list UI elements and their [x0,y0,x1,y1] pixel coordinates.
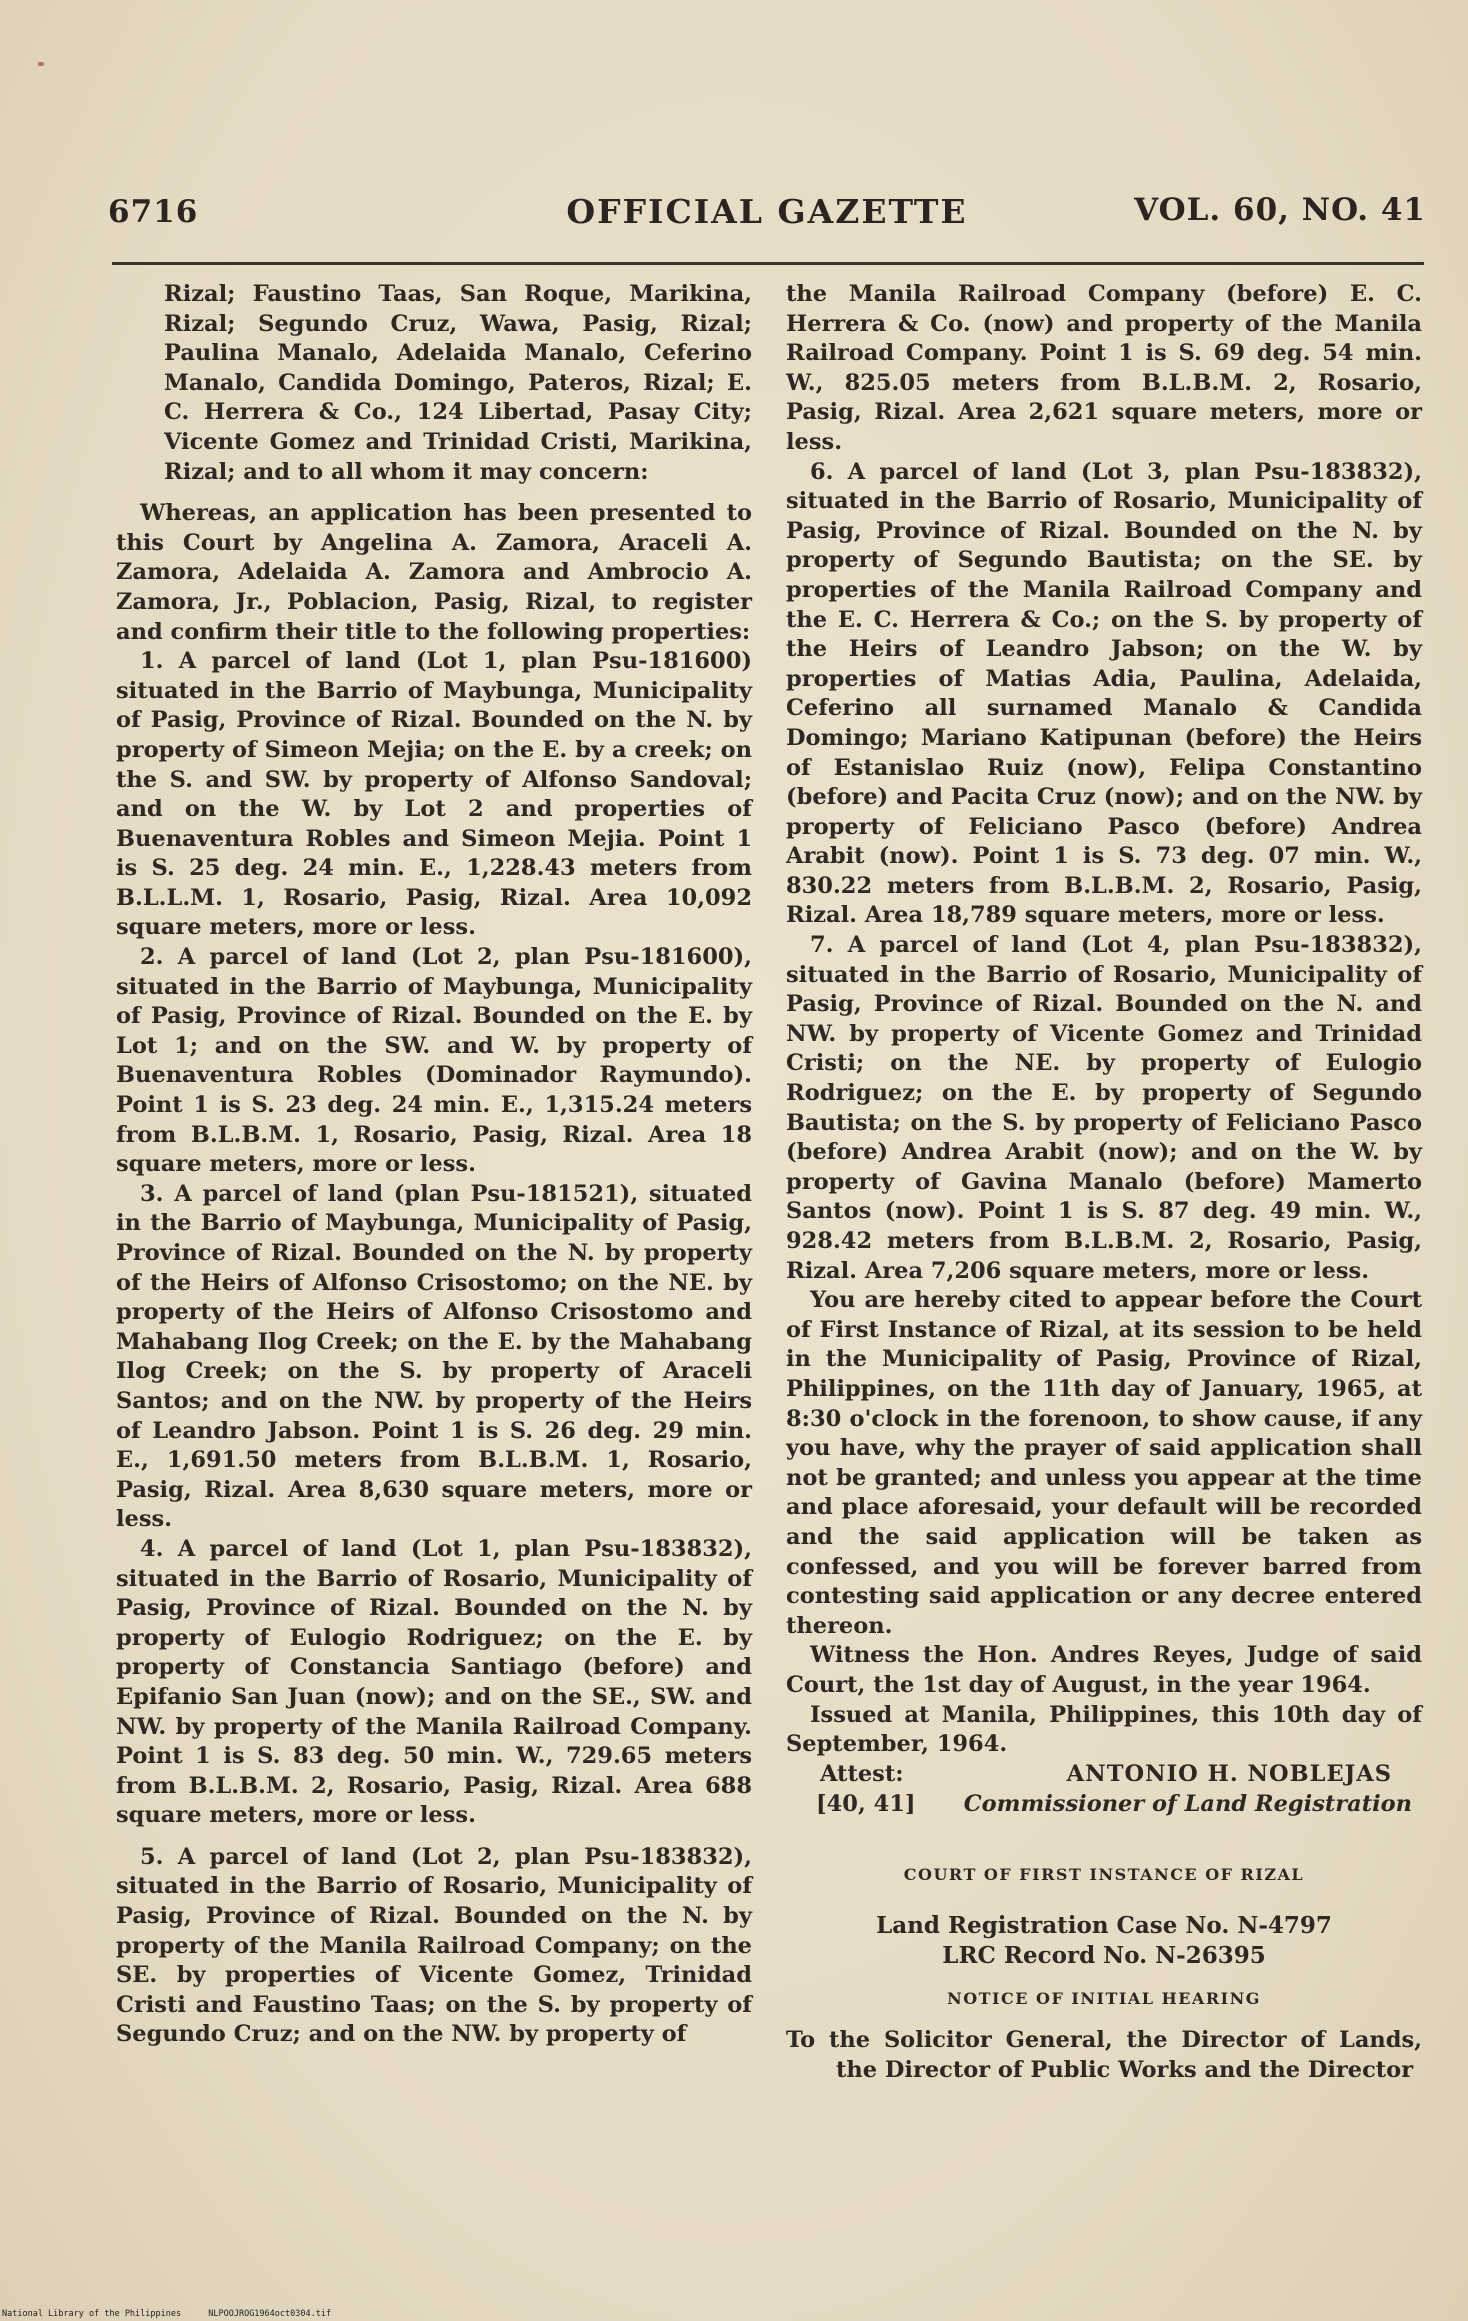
addressee-list: Rizal; Faustino Taas, San Roque, Marikina, Rizal; Segundo Cruz, Wawa, Pasig, Rizal; Paulina Manalo, Adelaida Manalo, Ceferino Manalo, Candida Domingo, Pateros, Rizal; E. C. Herrera & Co., 124 Libertad, Pasay City; Vicente Gomez and Trinidad Cristi, Marikina, Rizal; and to all whom it may concern: [164,281,752,485]
file-name: NLPOOJROG1964oct0304.tif [208,2309,332,2319]
attest-label: Attest: [820,1760,904,1787]
left-column [116,280,752,2050]
issue-reference: [40, 41] [816,1790,916,1817]
parcel-2: 2. A parcel of land (Lot 2, plan Psu-181600), situated in the Barrio of Maybunga, Municipality of Pasig, Province of Rizal. Bounded on the E. by Lot 1; and on the SW. and W. by property of Buenaventura Robles (Dominador Raymundo). Point 1 is S. 23 deg. 24 min. E., 1,315.24 meters from B.L.B.M. 1, Rosario, Pasig, Rizal. Area 18 square meters, more or less. [116,944,752,1178]
parcel-3: 3. A parcel of land (plan Psu-181521), situated in the Barrio of Maybunga, Municipality of Pasig, Province of Rizal. Bounded on the N. by property of the Heirs of Alfonso Crisostomo; on the NE. by property of the Heirs of Alfonso Crisostomo and Mahabang Ilog Creek; on the E. by the Mahabang Ilog Creek; on the S. by property of Araceli Santos; and on the NW. by property of the Heirs of Leandro Jabson. Point 1 is S. 26 deg. 29 min. E., 1,691.50 meters from B.L.B.M. 1, Rosario, Pasig, Rizal. Area 8,630 square meters, more or less. [116,1180,752,1533]
scan-footer [2,2309,353,2319]
parcel-4: 4. A parcel of land (Lot 1, plan Psu-183832), situated in the Barrio of Rosario, Municipality of Pasig, Province of Rizal. Bounded on the N. by property of Eulogio Rodriguez; on the E. by property of Constancia Santiago (before) and Epifanio San Juan (now); and on the SE., SW. and NW. by property of the Manila Railroad Company. Point 1 is S. 83 deg. 50 min. W., 729.65 meters from B.L.B.M. 2, Rosario, Pasig, Rizal. Area 688 square meters, more or less. [116,1535,752,1829]
signature-row [786,1790,1422,1820]
attest-title: Commissioner of Land Registration [963,1790,1412,1817]
case-number: Land Registration Case No. N-4797 [876,1912,1332,1940]
witness-paragraph: Witness the Hon. Andres Reyes, Judge of said Court, the 1st day of August, in the year 1964. [786,1642,1422,1698]
publication-title: OFFICIAL GAZETTE [566,192,968,231]
parcel-5-continued: the Manila Railroad Company (before) E. C. Herrera & Co. (now) and property of the Manila Railroad Company. Point 1 is S. 69 deg. 54 min. W., 825.05 meters from B.L.B.M. 2, Rosario, Pasig, Rizal. Area 2,621 square meters, more or less. [786,281,1422,455]
page-header [108,188,1426,244]
attest-name: ANTONIO H. NOBLEJAS [1066,1760,1392,1787]
parcel-1: 1. A parcel of land (Lot 1, plan Psu-181600) situated in the Barrio of Maybunga, Municipality of Pasig, Province of Rizal. Bounded on the N. by property of Simeon Mejia; on the E. by a creek; on the S. and SW. by property of Alfonso Sandoval; and on the W. by Lot 2 and properties of Buenaventura Robles and Simeon Mejia. Point 1 is S. 25 deg. 24 min. E., 1,228.43 meters from B.L.L.M. 1, Rosario, Pasig, Rizal. Area 10,092 square meters, more or less. [116,648,752,941]
right-column [786,280,1422,2085]
library-credit: National Library of the Philippines [2,2309,182,2319]
whereas-paragraph: Whereas, an application has been presented to this Court by Angelina A. Zamora, Araceli A. Zamora, Adelaida A. Zamora and Ambrocio A. Zamora, Jr., Poblacion, Pasig, Rizal, to register and confirm their title to the following properties: [116,500,752,645]
notice-heading: NOTICE OF INITIAL HEARING [947,1989,1261,2009]
citation-paragraph: You are hereby cited to appear before the Court of First Instance of Rizal, at its session to be held in the Municipality of Pasig, Province of Rizal, Philippines, on the 11th day of January, 1965, at 8:30 o'clock in the forenoon, to show cause, if any you have, why the prayer of said application shall not be granted; and unless you appear at the time and place aforesaid, your default will be recorded and the said application will be taken as confessed, and you will be forever barred from contesting said application or any decree entered thereon. [786,1287,1422,1639]
attest-row [786,1760,1422,1790]
court-heading: COURT OF FIRST INSTANCE OF RIZAL [903,1864,1305,1884]
volume-number: VOL. 60, NO. 41 [1134,192,1426,228]
lrc-record: LRC Record No. N-26395 [942,1941,1266,1969]
header-rule [112,262,1424,265]
ink-speck [38,62,44,66]
parcel-7: 7. A parcel of land (Lot 4, plan Psu-183832), situated in the Barrio of Rosario, Municipality of Pasig, Province of Rizal. Bounded on the N. and NW. by property of Vicente Gomez and Trinidad Cristi; on the NE. by property of Eulogio Rodriguez; on the E. by property of Segundo Bautista; on the S. by property of Feliciano Pasco (before) Andrea Arabit (now); and on the W. by property of Gavina Manalo (before) Mamerto Santos (now). Point 1 is S. 87 deg. 49 min. W., 928.42 meters from B.L.B.M. 2, Rosario, Pasig, Rizal. Area 7,206 square meters, more or less. [786,932,1422,1284]
addressee-line: To the Solicitor General, the Director of Lands, the Director of Public Works and the Director [786,2027,1422,2083]
issued-paragraph: Issued at Manila, Philippines, this 10th day of September, 1964. [786,1701,1422,1758]
page-number: 6716 [108,194,199,230]
parcel-5: 5. A parcel of land (Lot 2, plan Psu-183832), situated in the Barrio of Rosario, Municipality of Pasig, Province of Rizal. Bounded on the N. by property of the Manila Railroad Company; on the SE. by properties of Vicente Gomez, Trinidad Cristi and Faustino Taas; on the S. by property of Segundo Cruz; and on the NW. by property of [116,1843,752,2048]
parcel-6: 6. A parcel of land (Lot 3, plan Psu-183832), situated in the Barrio of Rosario, Municipality of Pasig, Province of Rizal. Bounded on the N. by property of Segundo Bautista; on the SE. by properties of the Manila Railroad Company and the E. C. Herrera & Co.; on the S. by property of the Heirs of Leandro Jabson; on the W. by properties of Matias Adia, Paulina, Adelaida, Ceferino all surnamed Manalo & Candida Domingo; Mariano Katipunan (before) the Heirs of Estanislao Ruiz (now), Felipa Constantino (before) and Pacita Cruz (now); and on the NW. by property of Feliciano Pasco (before) Andrea Arabit (now). Point 1 is S. 73 deg. 07 min. W., 830.22 meters from B.L.B.M. 2, Rosario, Pasig, Rizal. Area 18,789 square meters, more or less. [786,458,1422,929]
